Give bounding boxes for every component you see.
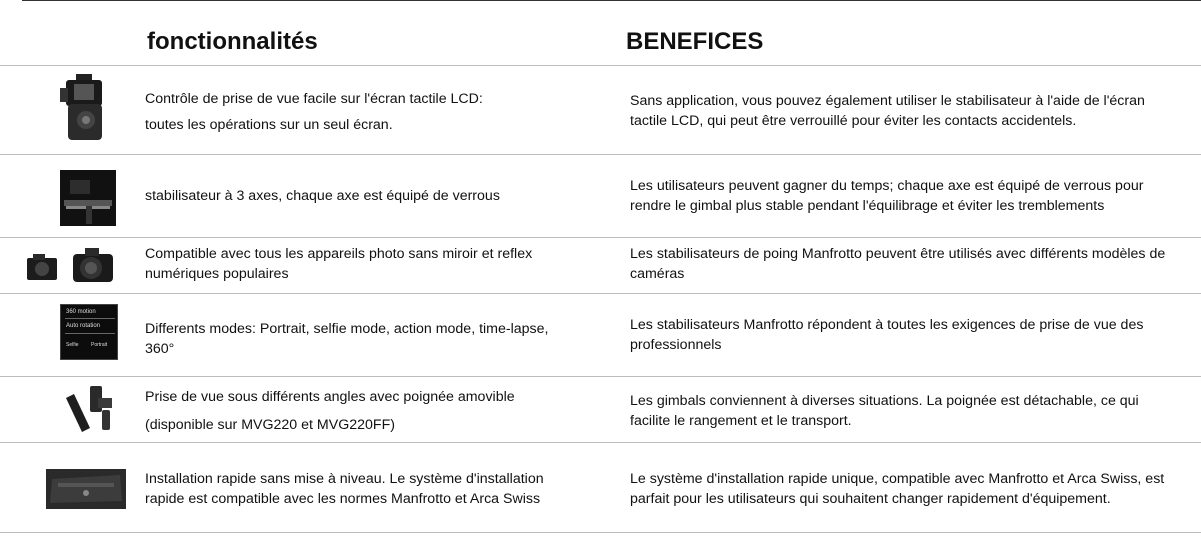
benefit-text: Les stabilisateurs de poing Manfrotto peuvent être utilisés avec différents modèles de caméras [630,246,1166,282]
axis-lock-icon [60,170,116,226]
benefits-header: BENEFICES [626,28,764,55]
benefit-text: Les gimbals conviennent à diverses situations. La poignée est détachable, ce qui facilite le rangement et le transport. [630,393,1139,429]
feature-text: Prise de vue sous différents angles avec poignée amovible (disponible sur MVG220 et MVG220FF) [145,389,515,433]
cameras-icon [25,248,117,284]
screen-label-360: 360 motion [66,309,96,315]
row-divider [0,237,1201,238]
row-divider [0,65,1201,66]
row-divider [0,154,1201,155]
screen-label-portrait: Portrait [91,342,108,348]
screen-label-selfie: Selfie [66,342,79,348]
benefit-text: Les utilisateurs peuvent gagner du temps; chaque axe est équipé de verrous pour rendre le gimbal plus stable pendant l'équilibrage et éviter les tremblements [630,178,1144,214]
feature-text: stabilisateur à 3 axes, chaque axe est équipé de verrous [145,188,500,204]
gimbal-lcd-screen-icon [60,74,108,142]
features-header: fonctionnalités [147,28,318,55]
quick-release-plate-icon [46,469,126,509]
detachable-handle-icon [62,384,118,436]
row-divider [0,532,1201,533]
benefit-text: Sans application, vous pouvez également utiliser le stabilisateur à l'aide de l'écran tactile LCD, qui peut être verrouillé pour éviter les contacts accidentels. [630,93,1145,129]
screen-label-auto: Auto rotation [66,323,101,329]
row-divider [0,376,1201,377]
top-border [22,0,1201,1]
feature-text: Installation rapide sans mise à niveau. Le système d'installation rapide est compatible avec les normes Manfrotto et Arca Swiss [145,471,544,507]
feature-text: Differents modes: Portrait, selfie mode, action mode, time-lapse, 360° [145,321,549,357]
feature-text: Contrôle de prise de vue facile sur l'écran tactile LCD: toutes les opérations sur un seul écran. [145,91,483,133]
row-divider [0,293,1201,294]
benefit-text: Le système d'installation rapide unique, compatible avec Manfrotto et Arca Swiss, est parfait pour les utilisateurs qui souhaitent changer rapidement d'équipement. [630,471,1165,507]
modes-screen-icon [60,304,118,360]
feature-text: Compatible avec tous les appareils photo sans miroir et reflex numériques populaires [145,246,533,282]
row-divider [0,442,1201,443]
benefit-text: Les stabilisateurs Manfrotto répondent à toutes les exigences de prise de vue des professionnels [630,317,1144,353]
